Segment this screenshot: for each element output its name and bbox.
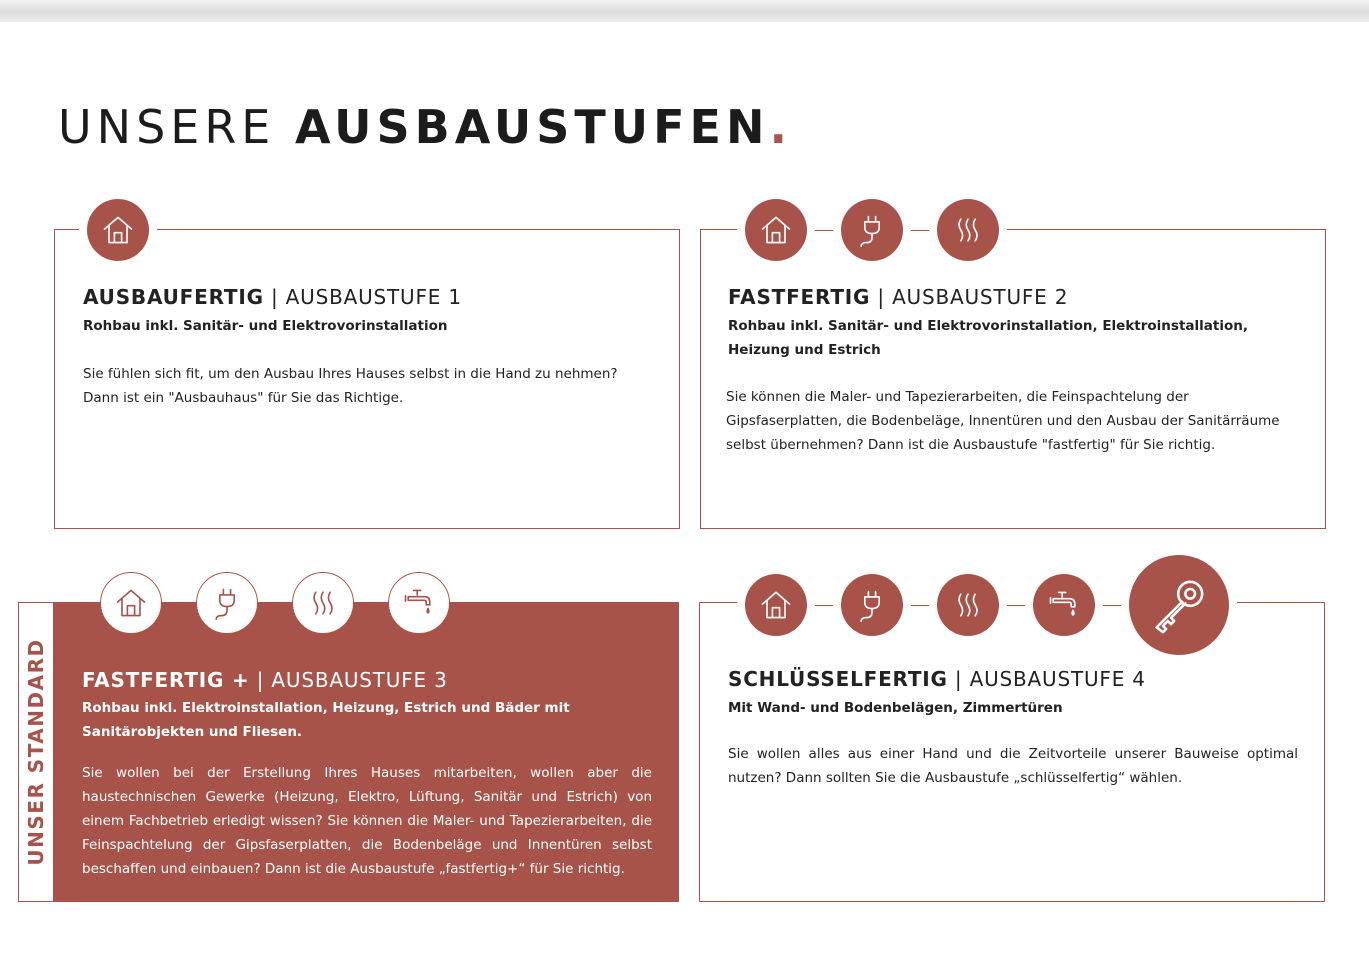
card-subtitle: Rohbau inkl. Sanitär- und Elektrovorinstallation, Elektroinstallation, Heizung und Estrich [728, 318, 1248, 358]
card-ausbaufertig [54, 229, 680, 529]
plug-icon [841, 574, 903, 636]
faucet-icon [1033, 574, 1095, 636]
icon-connector [911, 230, 929, 231]
card-title: FASTFERTIG | AUSBAUSTUFE 2 [728, 285, 1069, 309]
page-title [58, 100, 792, 154]
heating-icon [937, 574, 999, 636]
card-subtitle: Rohbau inkl. Elektroinstallation, Heizung, Estrich und Bäder mit Sanitärobjekten und Fliesen. [82, 700, 570, 740]
card-body: Sie wollen alles aus einer Hand und die Zeitvorteile unserer Bauweise optimal nutzen? Dann sollten Sie die Ausbaustufe „schlüsselfertig“ wählen. [728, 746, 1298, 786]
card-fastfertig-plus [53, 602, 679, 902]
card-title: SCHLÜSSELFERTIG | AUSBAUSTUFE 4 [728, 667, 1146, 691]
title-bold: AUSBAUSTUFEN [295, 100, 770, 154]
title-dot: . [769, 100, 792, 154]
faucet-icon [388, 572, 450, 634]
house-icon [745, 199, 807, 261]
title-light: UNSERE [58, 100, 295, 154]
card-icons [79, 199, 157, 261]
heating-icon [937, 199, 999, 261]
house-icon [87, 199, 149, 261]
standard-side-label: UNSER STANDARD [18, 602, 53, 902]
card-body: Sie wollen bei der Erstellung Ihres Hauses mitarbeiten, wollen aber die haustechnischen Gewerke (Heizung, Elektro, Lüftung, Sanitär und Estrich) von einem Fachbetrieb erledigt wissen? Sie können die Maler- und Tapezierarbeiten, die Feinspachtelung der Gipsfaserplatten, die Bodenbeläge und Innentüren selbst beschaffen und einbauen? Dann ist die Ausbaustufe „fastfertig+“ für Sie richtig. [82, 765, 652, 877]
card-icons [92, 572, 458, 634]
plug-icon [196, 572, 258, 634]
icon-connector [1007, 605, 1025, 606]
card-subtitle: Rohbau inkl. Sanitär- und Elektrovorinstallation [83, 318, 448, 334]
card-body: Sie fühlen sich fit, um den Ausbau Ihres Hauses selbst in die Hand zu nehmen? Dann ist ein "Ausbauhaus" für Sie das Richtige. [83, 366, 618, 406]
icon-connector [1103, 605, 1121, 606]
key-icon [1129, 555, 1229, 655]
card-body: Sie können die Maler- und Tapezierarbeiten, die Feinspachtelung der Gipsfaserplatten, die Bodenbeläge, Innentüren und den Ausbau der Sanitärräume selbst übernehmen? Dann ist die Ausbaustufe "fastfertig" für Sie richtig. [726, 389, 1280, 453]
card-schluesselfertig [699, 602, 1325, 902]
house-icon [745, 574, 807, 636]
heating-icon [292, 572, 354, 634]
card-fastfertig [700, 229, 1326, 529]
icon-connector [266, 603, 284, 604]
plug-icon [841, 199, 903, 261]
icon-connector [911, 605, 929, 606]
house-icon [100, 572, 162, 634]
card-subtitle: Mit Wand- und Bodenbelägen, Zimmertüren [728, 700, 1063, 716]
icon-connector [815, 230, 833, 231]
top-bar [0, 0, 1369, 22]
card-icons [737, 199, 1007, 261]
icon-connector [815, 605, 833, 606]
icon-connector [170, 603, 188, 604]
icon-connector [362, 603, 380, 604]
card-title: FASTFERTIG + | AUSBAUSTUFE 3 [82, 668, 448, 692]
card-icons [737, 555, 1237, 655]
card-title: AUSBAUFERTIG | AUSBAUSTUFE 1 [83, 285, 462, 309]
